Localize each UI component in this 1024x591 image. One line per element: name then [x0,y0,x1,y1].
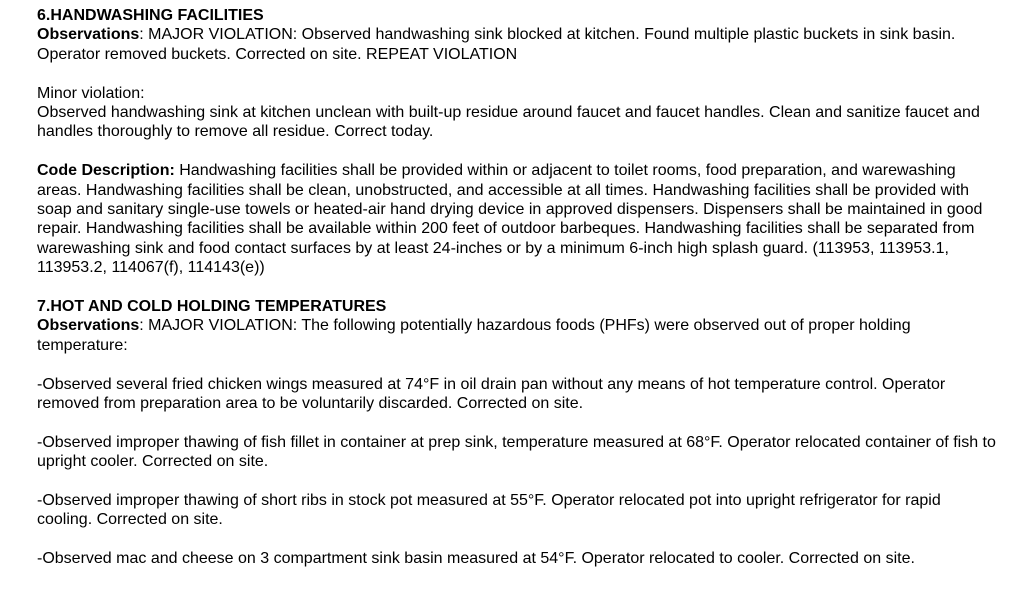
inspection-report-page [37,6,997,569]
code-description-text: Handwashing facilities shall be provided within or adjacent to toilet rooms, food preparation, and warewashing areas. Handwashing facilities shall be clean, unobstructed, and accessible at all times. Handwashing facilities shall be provided with soap and sanitary single-use towels or heated-air hand drying device in approved dispensers. Dispensers shall be maintained in good repair. Handwashing facilities shall be available within 200 feet of outdoor barbeques. Handwashing facilities shall be separated from warewashing sink and food contact surfaces by at least 24-inches or by a minimum 6-inch high splash guard. (113953, 113953.1, 113953.2, 114067(f), 114143(e)) [37,162,983,277]
spacer [37,278,997,297]
code-description-label: Code Description: [37,162,175,180]
observations-label: Observations [37,26,140,44]
minor-violation-text: Observed handwashing sink at kitchen unclean with built-up residue around faucet and faucet handles. Clean and sanitize faucet and handles thoroughly to remove all residue. Correct today. [37,104,980,141]
section-6-code-description [37,161,997,277]
spacer [37,530,997,549]
section-6-title: 6.HANDWASHING FACILITIES [37,7,264,24]
observations-text: : MAJOR VIOLATION: The following potentially hazardous foods (PHFs) were observed out of proper holding temperature: [37,317,911,354]
minor-violation-label: Minor violation: [37,84,145,102]
spacer [37,472,997,491]
section-7-observations [37,316,997,355]
section-7-title: 7.HOT AND COLD HOLDING TEMPERATURES [37,298,387,316]
observations-text: : MAJOR VIOLATION: Observed handwashing sink blocked at kitchen. Found multiple plastic buckets in sink basin. Operator removed buckets. Corrected on site. REPEAT VIOLATION [37,26,956,63]
observation-item: -Observed improper thawing of fish fillet in container at prep sink, temperature measured at 68°F. Operator relocated container of fish to upright cooler. Corrected on site. [37,433,996,471]
observations-label: Observations [37,317,140,335]
spacer [37,142,997,161]
spacer [37,355,997,374]
section-6-observations [37,25,997,64]
observation-item: -Observed several fried chicken wings measured at 74°F in oil drain pan without any means of hot temperature control. Operator removed from preparation area to be voluntarily discarded. Corrected on site. [37,375,946,413]
spacer [37,64,997,83]
spacer [37,413,997,432]
observation-item: -Observed improper thawing of short ribs in stock pot measured at 55°F. Operator relocated pot into upright refrigerator for rapid cooling. Corrected on site. [37,492,941,529]
observation-item: -Observed mac and cheese on 3 compartment sink basin measured at 54°F. Operator relocated to cooler. Corrected on site. [37,550,915,568]
